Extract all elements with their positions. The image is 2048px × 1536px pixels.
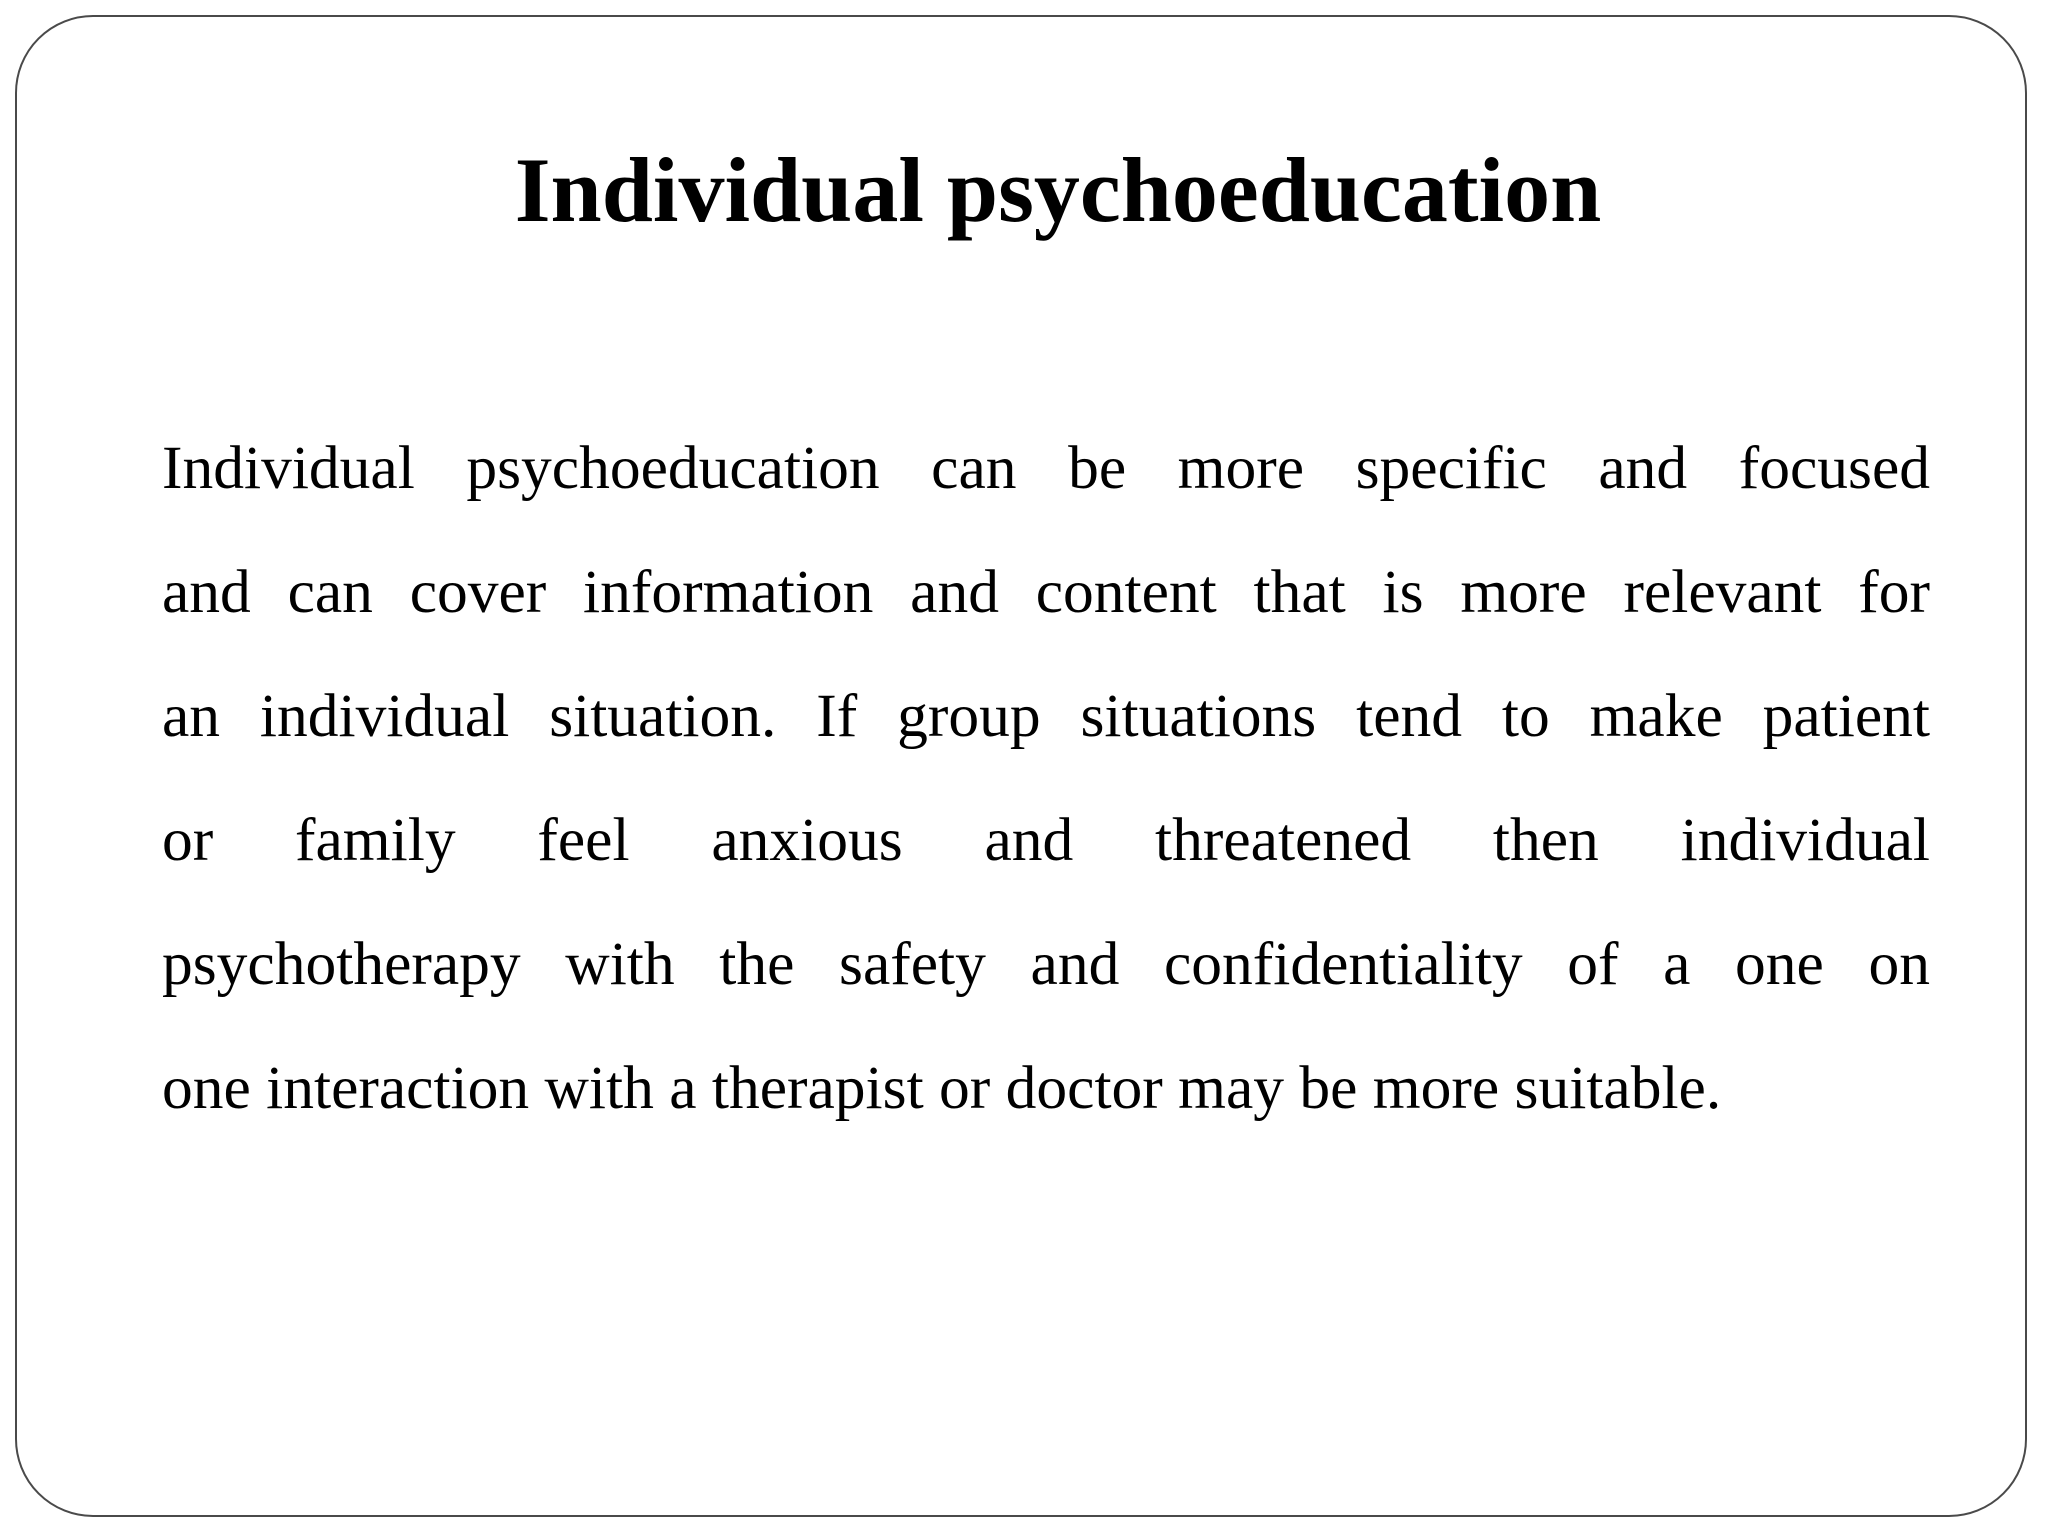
body-line: Individual psychoeducation can be more specific and focused [162,434,1930,502]
slide-body-text [162,428,1930,1172]
body-line: one interaction with a therapist or doctor may be more suitable. [162,1054,1722,1122]
body-line: and can cover information and content that is more relevant for [162,558,1930,626]
slide-title: Individual psychoeducation [514,139,1602,241]
body-line: psychotherapy with the safety and confidentiality of a one on [162,930,1930,998]
body-line: or family feel anxious and threatened then individual [162,806,1930,874]
body-line: an individual situation. If group situations tend to make patient [162,682,1930,750]
